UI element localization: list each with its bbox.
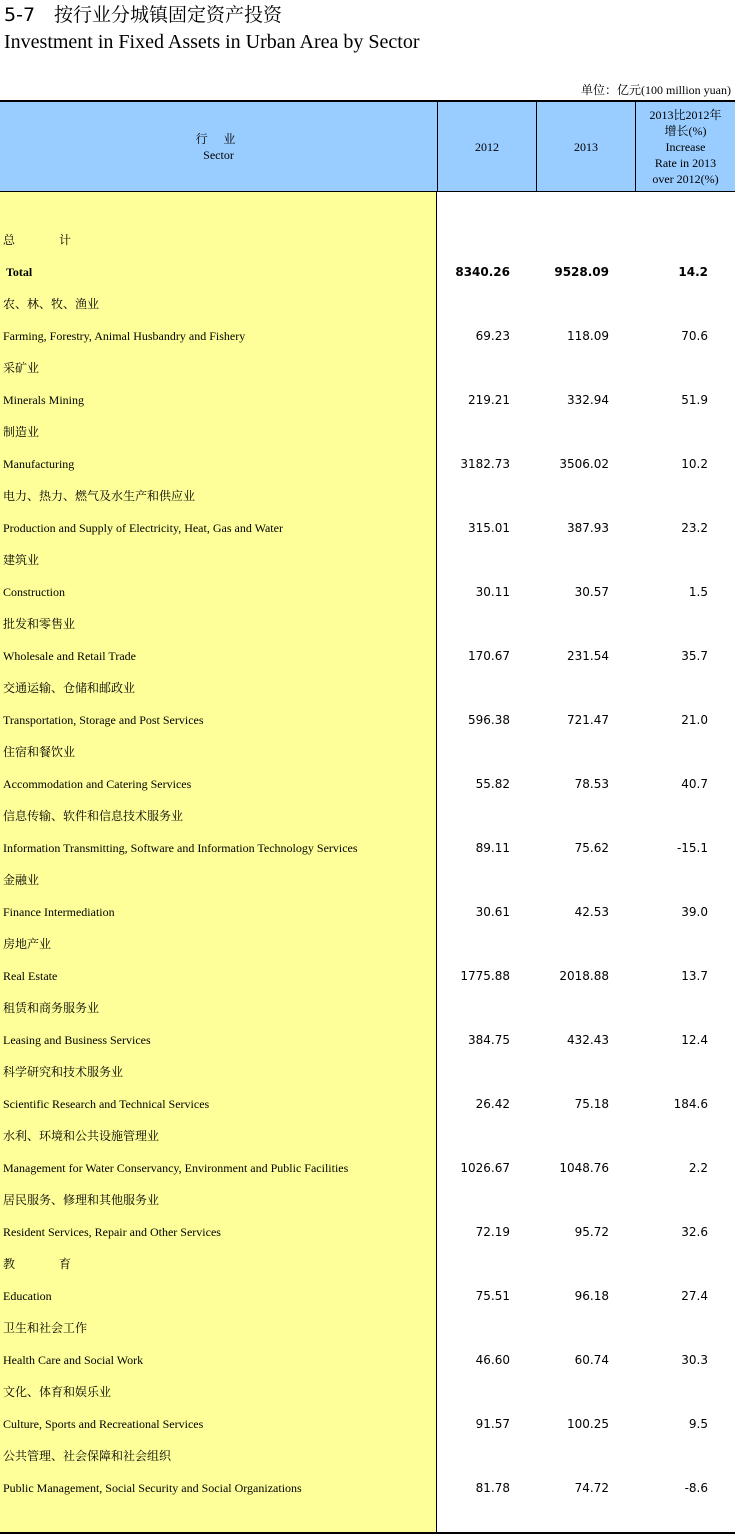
row-label-en: Leasing and Business Services — [3, 1033, 151, 1047]
header-2012-label: 2012 — [475, 139, 499, 154]
row-label-en: Scientific Research and Technical Services — [3, 1097, 210, 1111]
row-label-en: Total — [6, 265, 33, 279]
cell-2013: 118.09 — [567, 329, 609, 343]
cell-increase-rate: 13.7 — [681, 969, 708, 983]
cell-2012: 75.51 — [475, 1289, 510, 1303]
cell-increase-rate: 51.9 — [681, 393, 708, 407]
cell-2012: 1775.88 — [460, 969, 510, 983]
row-label-cn: 建筑业 — [3, 553, 40, 567]
row-label-cn: 总 计 — [3, 233, 88, 247]
row-label-en: Finance Intermediation — [3, 905, 115, 919]
cell-2013: 78.53 — [574, 777, 609, 791]
row-label-en: Farming, Forestry, Animal Husbandry and Fishery — [3, 329, 246, 343]
cell-increase-rate: 10.2 — [681, 457, 708, 471]
row-label-cn: 房地产业 — [3, 937, 52, 951]
header-increase-rate — [635, 102, 735, 191]
page-title-chinese: 5-7 按行业分城镇固定资产投资 — [4, 4, 283, 26]
row-label-cn: 信息传输、软件和信息技术服务业 — [3, 809, 184, 823]
header-rate-line4: Rate in 2013 — [654, 155, 717, 170]
row-label-cn: 租赁和商务服务业 — [3, 1001, 100, 1015]
cell-2013: 332.94 — [567, 393, 609, 407]
cell-increase-rate: 21.0 — [681, 713, 708, 727]
table-header — [0, 100, 735, 192]
cell-2012: 1026.67 — [460, 1161, 510, 1175]
cell-2013: 1048.76 — [559, 1161, 609, 1175]
row-label-cn: 制造业 — [3, 425, 40, 439]
cell-2012: 26.42 — [475, 1097, 510, 1111]
page-title-english: Investment in Fixed Assets in Urban Area by Sector — [4, 31, 420, 53]
cell-increase-rate: 14.2 — [678, 265, 708, 279]
cell-2012: 8340.26 — [455, 265, 510, 279]
cell-2012: 89.11 — [475, 841, 510, 855]
header-sector — [0, 102, 437, 191]
investment-table — [0, 100, 735, 1534]
cell-2012: 81.78 — [475, 1481, 510, 1495]
cell-2013: 387.93 — [567, 521, 609, 535]
row-label-en: Education — [3, 1289, 52, 1303]
header-rate-line5: over 2012(%) — [652, 171, 719, 186]
cell-2013: 231.54 — [567, 649, 609, 663]
cell-2012: 46.60 — [475, 1353, 510, 1367]
row-label-en: Resident Services, Repair and Other Services — [3, 1225, 221, 1239]
cell-2013: 432.43 — [567, 1033, 609, 1047]
cell-increase-rate: 35.7 — [681, 649, 708, 663]
cell-increase-rate: 184.6 — [673, 1097, 708, 1111]
cell-increase-rate: 70.6 — [681, 329, 708, 343]
row-label-en: Minerals Mining — [3, 393, 84, 407]
row-label-en: Management for Water Conservancy, Environment and Public Facilities — [3, 1161, 349, 1175]
row-label-en: Transportation, Storage and Post Services — [3, 713, 204, 727]
unit-label-en: (100 million yuan) — [641, 83, 731, 97]
header-sector-en: Sector — [203, 147, 234, 162]
cell-2012: 315.01 — [468, 521, 510, 535]
row-label-cn: 住宿和餐饮业 — [3, 745, 76, 759]
row-label-cn: 公共管理、社会保障和社会组织 — [3, 1449, 172, 1463]
row-label-en: Health Care and Social Work — [3, 1353, 144, 1367]
unit-label — [581, 82, 731, 98]
row-label-cn: 文化、体育和娱乐业 — [3, 1385, 112, 1399]
cell-2012: 30.11 — [475, 585, 510, 599]
header-rate-line3: Increase — [665, 139, 706, 154]
cell-increase-rate: 9.5 — [688, 1417, 708, 1431]
unit-label-cn: 单位：亿元 — [580, 83, 641, 97]
cell-2013: 96.18 — [574, 1289, 609, 1303]
cell-increase-rate: 39.0 — [681, 905, 708, 919]
row-label-en: Accommodation and Catering Services — [3, 777, 192, 791]
table-bottom-border — [0, 1532, 735, 1534]
row-label-en: Manufacturing — [3, 457, 75, 471]
cell-2013: 3506.02 — [559, 457, 609, 471]
row-label-en: Wholesale and Retail Trade — [3, 649, 136, 663]
cell-increase-rate: 12.4 — [681, 1033, 708, 1047]
row-label-cn: 教 育 — [3, 1257, 88, 1271]
cell-2013: 95.72 — [574, 1225, 609, 1239]
cell-increase-rate: -15.1 — [676, 841, 708, 855]
row-label-cn: 电力、热力、燃气及水生产和供应业 — [3, 489, 196, 503]
header-2013-label: 2013 — [574, 139, 598, 154]
row-label-cn: 农、林、牧、渔业 — [3, 297, 100, 311]
header-sector-cn: 行 业 — [195, 131, 242, 146]
row-label-cn: 金融业 — [3, 873, 40, 887]
row-label-cn: 水利、环境和公共设施管理业 — [3, 1129, 160, 1143]
cell-increase-rate: -8.6 — [684, 1481, 708, 1495]
row-label-en: Construction — [3, 585, 65, 599]
table-body — [0, 192, 735, 1534]
header-rate-line2: 增长(%) — [664, 123, 707, 138]
cell-2013: 42.53 — [574, 905, 609, 919]
cell-increase-rate: 23.2 — [681, 521, 708, 535]
cell-2013: 2018.88 — [559, 969, 609, 983]
cell-2012: 69.23 — [475, 329, 510, 343]
cell-2013: 30.57 — [574, 585, 609, 599]
row-label-cn: 卫生和社会工作 — [3, 1321, 88, 1335]
cell-increase-rate: 27.4 — [681, 1289, 708, 1303]
row-label-en: Production and Supply of Electricity, Heat, Gas and Water — [3, 521, 283, 535]
row-label-cn: 科学研究和技术服务业 — [3, 1065, 124, 1079]
cell-2013: 100.25 — [567, 1417, 609, 1431]
cell-2013: 9528.09 — [554, 265, 609, 279]
row-label-cn: 交通运输、仓储和邮政业 — [3, 681, 136, 695]
cell-2012: 72.19 — [475, 1225, 510, 1239]
row-label-cn: 批发和零售业 — [3, 617, 76, 631]
row-label-cn: 居民服务、修理和其他服务业 — [3, 1193, 160, 1207]
cell-2012: 91.57 — [475, 1417, 510, 1431]
header-2012 — [437, 102, 536, 191]
header-rate-line1: 2013比2012年 — [649, 107, 722, 122]
row-label-en: Real Estate — [3, 969, 58, 983]
row-label-en: Culture, Sports and Recreational Services — [3, 1417, 204, 1431]
cell-2012: 384.75 — [468, 1033, 510, 1047]
row-label-en: Information Transmitting, Software and Information Technology Services — [3, 841, 358, 855]
cell-2012: 30.61 — [475, 905, 510, 919]
cell-2013: 721.47 — [567, 713, 609, 727]
cell-increase-rate: 30.3 — [681, 1353, 708, 1367]
cell-2013: 75.18 — [574, 1097, 609, 1111]
row-label-cn: 采矿业 — [3, 361, 40, 375]
cell-increase-rate: 40.7 — [681, 777, 708, 791]
cell-2013: 75.62 — [574, 841, 609, 855]
row-label-en: Public Management, Social Security and Social Organizations — [3, 1481, 302, 1495]
cell-2013: 60.74 — [574, 1353, 609, 1367]
cell-2012: 3182.73 — [460, 457, 510, 471]
header-2013 — [536, 102, 635, 191]
cell-2012: 219.21 — [468, 393, 510, 407]
cell-increase-rate: 32.6 — [681, 1225, 708, 1239]
cell-2012: 55.82 — [475, 777, 510, 791]
cell-2012: 170.67 — [468, 649, 510, 663]
cell-increase-rate: 1.5 — [688, 585, 708, 599]
cell-2012: 596.38 — [468, 713, 510, 727]
cell-increase-rate: 2.2 — [688, 1161, 708, 1175]
cell-2013: 74.72 — [574, 1481, 609, 1495]
